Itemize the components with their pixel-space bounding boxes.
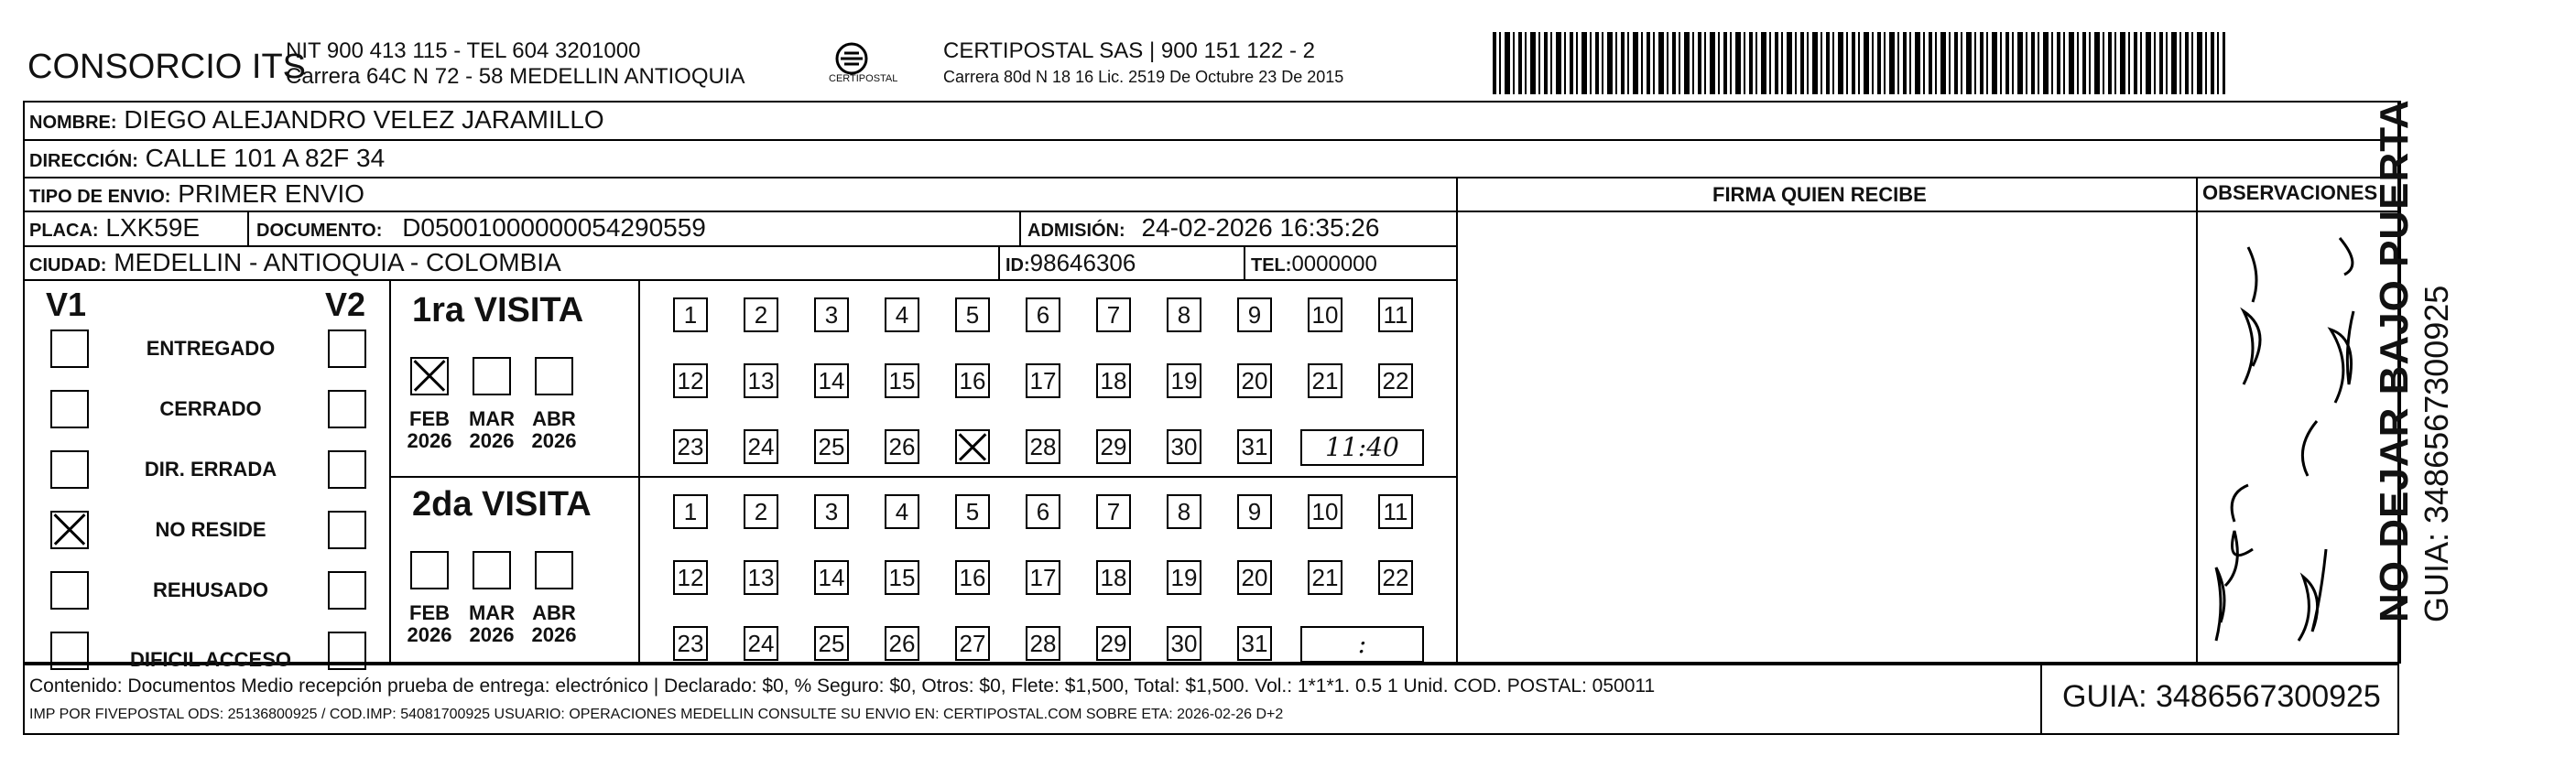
month-name: ABR	[532, 601, 576, 624]
day-box-21[interactable]: 21	[1308, 363, 1342, 398]
certipostal-logo-icon	[824, 38, 879, 93]
direccion-value: CALLE 101 A 82F 34	[145, 144, 386, 172]
day-box-30[interactable]: 30	[1167, 429, 1201, 464]
footer-frame	[23, 664, 2399, 735]
month-year: 2026	[531, 623, 577, 646]
day-box-28[interactable]: 28	[1026, 626, 1060, 661]
day-box-7[interactable]: 7	[1096, 494, 1131, 529]
documento-value: D05001000000054290559	[402, 213, 706, 242]
month-checkbox[interactable]	[410, 357, 449, 395]
month-checkbox[interactable]	[535, 357, 573, 395]
day-box-28[interactable]: 28	[1026, 429, 1060, 464]
day-box-22[interactable]: 22	[1378, 363, 1413, 398]
logo-caption: CERTIPOSTAL	[829, 73, 898, 84]
day-box-26[interactable]: 26	[885, 626, 919, 661]
day-box-6[interactable]: 6	[1026, 494, 1060, 529]
day-box-29[interactable]: 29	[1096, 626, 1131, 661]
day-box-16[interactable]: 16	[955, 560, 990, 595]
observaciones-label: OBSERVACIONES	[2202, 181, 2378, 204]
day-box-19[interactable]: 19	[1167, 363, 1201, 398]
id-value: 98646306	[1029, 249, 1136, 276]
day-box-1[interactable]: 1	[673, 297, 708, 332]
day-box-31[interactable]: 31	[1237, 429, 1272, 464]
day-box-21[interactable]: 21	[1308, 560, 1342, 595]
day-box-23[interactable]: 23	[673, 626, 708, 661]
month-year: 2026	[469, 623, 515, 646]
placa-value: LXK59E	[105, 213, 201, 242]
option-label: ENTREGADO	[146, 337, 276, 360]
ciudad-value: MEDELLIN - ANTIOQUIA - COLOMBIA	[114, 248, 561, 276]
day-box-11[interactable]: 11	[1378, 297, 1413, 332]
certipostal-license: Carrera 80d N 18 16 Lic. 2519 De Octubre 23 De 2015	[943, 68, 1344, 86]
day-box-27[interactable]: 27	[955, 626, 990, 661]
nombre-value: DIEGO ALEJANDRO VELEZ JARAMILLO	[124, 105, 604, 134]
certipostal-name: CERTIPOSTAL SAS | 900 151 122 - 2	[943, 38, 1315, 63]
direccion-row	[29, 144, 385, 173]
month-label	[464, 602, 519, 646]
day-box-20[interactable]: 20	[1237, 363, 1272, 398]
v2-checkbox[interactable]	[328, 330, 366, 368]
tel-value: 0000000	[1291, 252, 1377, 276]
v1-checkbox[interactable]	[50, 330, 89, 368]
day-box-26[interactable]: 26	[885, 429, 919, 464]
month-checkbox[interactable]	[535, 551, 573, 589]
month-label	[402, 602, 457, 646]
day-box-25[interactable]: 25	[814, 429, 849, 464]
v1-checkbox[interactable]	[50, 450, 89, 489]
day-box-9[interactable]: 9	[1237, 297, 1272, 332]
v1-checkbox[interactable]	[50, 571, 89, 610]
day-box-8[interactable]: 8	[1167, 297, 1201, 332]
v2-label: V2	[325, 286, 366, 323]
day-box-11[interactable]: 11	[1378, 494, 1413, 529]
visita1-title: 1ra VISITA	[412, 291, 584, 330]
day-box-2[interactable]: 2	[744, 297, 778, 332]
day-box-7[interactable]: 7	[1096, 297, 1131, 332]
day-box-12[interactable]: 12	[673, 363, 708, 398]
tipo-label: TIPO DE ENVIO:	[29, 187, 171, 207]
month-year: 2026	[469, 429, 515, 452]
day-box-13[interactable]: 13	[744, 363, 778, 398]
month-name: MAR	[468, 407, 516, 430]
certipostal-info	[943, 38, 1343, 90]
nombre-row	[29, 105, 604, 135]
month-year: 2026	[407, 429, 452, 452]
tel-label: TEL:	[1251, 255, 1292, 276]
month-checkbox[interactable]	[410, 551, 449, 589]
tel-row	[1251, 248, 1377, 277]
company-info	[286, 38, 745, 90]
day-box-9[interactable]: 9	[1237, 494, 1272, 529]
v2-checkbox[interactable]	[328, 511, 366, 549]
day-box-4[interactable]: 4	[885, 297, 919, 332]
day-box-22[interactable]: 22	[1378, 560, 1413, 595]
barcode	[1493, 32, 2225, 94]
month-label	[527, 602, 582, 646]
placa-row	[29, 213, 200, 243]
footer-guia: GUIA: 3486567300925	[2062, 679, 2381, 714]
admision-label: ADMISIÓN:	[1027, 221, 1125, 241]
day-box-24[interactable]: 24	[744, 429, 778, 464]
v1-checkbox[interactable]	[50, 632, 89, 670]
option-label: REHUSADO	[153, 578, 268, 601]
v1-label: V1	[46, 286, 87, 323]
placa-label: PLACA:	[29, 221, 99, 241]
day-box-10[interactable]: 10	[1308, 297, 1342, 332]
v1-checkbox[interactable]	[50, 390, 89, 428]
day-box-18[interactable]: 18	[1096, 560, 1131, 595]
day-box-8[interactable]: 8	[1167, 494, 1201, 529]
day-box-27[interactable]	[955, 429, 990, 464]
side-guia: GUIA: 3486567300925	[2418, 285, 2455, 622]
day-box-25[interactable]: 25	[814, 626, 849, 661]
day-box-29[interactable]: 29	[1096, 429, 1131, 464]
company-nit: NIT 900 413 115 - TEL 604 3201000	[286, 38, 641, 63]
month-label	[464, 408, 519, 452]
id-label: ID:	[1005, 255, 1030, 276]
day-box-19[interactable]: 19	[1167, 560, 1201, 595]
day-box-12[interactable]: 12	[673, 560, 708, 595]
direccion-label: DIRECCIÓN:	[29, 151, 138, 171]
month-year: 2026	[531, 429, 577, 452]
firma-label: FIRMA QUIEN RECIBE	[1712, 183, 1927, 206]
time-box[interactable]: :	[1300, 626, 1424, 663]
day-box-5[interactable]: 5	[955, 297, 990, 332]
side-text	[2372, 99, 2456, 622]
ciudad-label: CIUDAD:	[29, 255, 107, 276]
day-box-13[interactable]: 13	[744, 560, 778, 595]
tipo-value: PRIMER ENVIO	[178, 179, 365, 208]
option-label: CERRADO	[159, 397, 262, 420]
id-row	[1005, 248, 1136, 277]
day-box-4[interactable]: 4	[885, 494, 919, 529]
nombre-label: NOMBRE:	[29, 113, 117, 133]
v1-checkbox[interactable]	[50, 511, 89, 549]
time-box[interactable]: 11:40	[1300, 429, 1424, 466]
month-year: 2026	[407, 623, 452, 646]
footer-contenido: Contenido: Documentos Medio recepción prueba de entrega: electrónico | Declarado: $0, % Seguro: $0, Otros: $0, Flete: $1,500, Total: $1,500. Vol.: 1*1*1. 0.5 1 Unid. COD. POSTAL: 050011	[29, 675, 1656, 697]
v2-checkbox[interactable]	[328, 450, 366, 489]
day-box-16[interactable]: 16	[955, 363, 990, 398]
admision-value: 24-02-2026 16:35:26	[1141, 213, 1380, 242]
option-label: NO RESIDE	[155, 518, 266, 541]
visita2-title: 2da VISITA	[412, 485, 592, 524]
day-box-15[interactable]: 15	[885, 363, 919, 398]
option-label: DIR. ERRADA	[144, 458, 277, 481]
form-frame	[23, 101, 2399, 664]
tipo-row	[29, 179, 364, 209]
documento-label: DOCUMENTO:	[256, 221, 383, 241]
day-box-10[interactable]: 10	[1308, 494, 1342, 529]
month-checkbox[interactable]	[473, 357, 511, 395]
v2-checkbox[interactable]	[328, 571, 366, 610]
day-box-3[interactable]: 3	[814, 297, 849, 332]
day-box-5[interactable]: 5	[955, 494, 990, 529]
day-box-20[interactable]: 20	[1237, 560, 1272, 595]
handwriting-observaciones	[2198, 220, 2397, 659]
v2-checkbox[interactable]	[328, 390, 366, 428]
v2-checkbox[interactable]	[328, 632, 366, 670]
day-box-30[interactable]: 30	[1167, 626, 1201, 661]
month-name: MAR	[468, 601, 516, 624]
day-box-23[interactable]: 23	[673, 429, 708, 464]
day-box-14[interactable]: 14	[814, 363, 849, 398]
month-checkbox[interactable]	[473, 551, 511, 589]
day-box-2[interactable]: 2	[744, 494, 778, 529]
day-box-6[interactable]: 6	[1026, 297, 1060, 332]
day-box-3[interactable]: 3	[814, 494, 849, 529]
day-box-1[interactable]: 1	[673, 494, 708, 529]
day-box-15[interactable]: 15	[885, 560, 919, 595]
day-box-18[interactable]: 18	[1096, 363, 1131, 398]
month-name: FEB	[409, 407, 450, 430]
day-box-31[interactable]: 31	[1237, 626, 1272, 661]
ciudad-row	[29, 248, 561, 277]
option-label: DIFICIL ACCESO	[129, 648, 291, 671]
day-box-24[interactable]: 24	[744, 626, 778, 661]
month-label	[527, 408, 582, 452]
admision-row	[1027, 213, 1379, 243]
documento-row	[256, 213, 706, 243]
day-box-17[interactable]: 17	[1026, 363, 1060, 398]
day-box-14[interactable]: 14	[814, 560, 849, 595]
company-address: Carrera 64C N 72 - 58 MEDELLIN ANTIOQUIA	[286, 64, 745, 89]
company-name: CONSORCIO ITS	[27, 48, 307, 86]
month-label	[402, 408, 457, 452]
month-name: ABR	[532, 407, 576, 430]
month-name: FEB	[409, 601, 450, 624]
side-warning: NO DEJAR BAJO PUERTA	[2372, 99, 2417, 622]
day-box-17[interactable]: 17	[1026, 560, 1060, 595]
footer-impresion: IMP POR FIVEPOSTAL ODS: 25136800925 / COD.IMP: 54081700925 USUARIO: OPERACIONES MEDELLIN CONSULTE SU ENVIO EN: CERTIPOSTAL.COM SOBRE ETA: 2026-02-26 D+2	[29, 707, 1284, 722]
